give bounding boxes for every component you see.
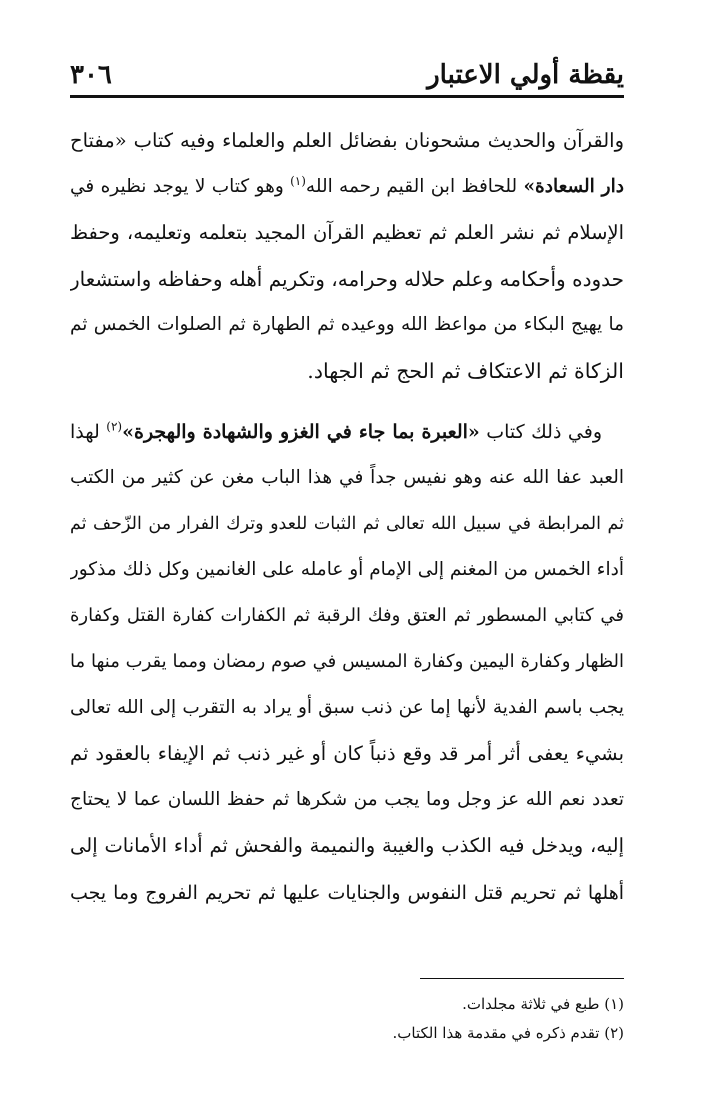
header-title: يقظة أولي الاعتبار — [427, 60, 624, 90]
footnote-ref: (١) — [290, 173, 306, 188]
paragraph-gap — [70, 395, 624, 409]
text-line: إليه، ويدخل فيه الكذب والغيبة والنميمة والفحش ثم أداء الأمانات إلى — [70, 834, 624, 858]
footnote-ref: (٢) — [106, 419, 123, 434]
text-segment: وهو كتاب لا يوجد نظيره في — [70, 176, 284, 198]
text-segment: للحافظ ابن القيم رحمه الله — [305, 176, 524, 198]
text-segment: لهذا — [70, 420, 107, 443]
text-line: العبد عفا الله عنه وهو نفيس جداً في هذا الباب مغن عن كثير من الكتب — [70, 466, 624, 488]
text-line: الظهار وكفارة اليمين وكفارة المسيس في صوم رمضان ومما يقرب منها ما — [70, 651, 624, 673]
text-line: والقرآن والحديث مشحونان بفضائل العلم والعلماء وفيه كتاب «مفتاح — [70, 129, 624, 152]
text-line: بشيء يعفى أثر أمر قد وقع ذنباً كان أو غير ذنب ثم الإيفاء بالعقود ثم — [70, 742, 624, 766]
text-line: ما يهيج البكاء من مواعظ الله ووعيده ثم الطهارة ثم الصلوات الخمس ثم — [70, 314, 624, 336]
text-line — [70, 164, 624, 210]
main-text — [70, 118, 624, 948]
footnotes — [70, 990, 624, 1048]
footnote-1: (١) طبع في ثلاثة مجلدات. — [462, 995, 624, 1013]
page-number: ٣٠٦ — [70, 60, 112, 90]
text-line: الزكاة ثم الاعتكاف ثم الحج ثم الجهاد. — [307, 359, 624, 384]
text-line: الإسلام ثم نشر العلم ثم تعظيم القرآن المجيد بتعلمه وتعليمه، وحفظ — [70, 221, 624, 245]
book-title-ref: «العبرة بما جاء في الغزو والشهادة والهجرة» — [122, 420, 480, 443]
footnote-2: (٢) تقدم ذكره في مقدمة هذا الكتاب. — [392, 1024, 624, 1042]
text-segment: وفي ذلك كتاب — [479, 420, 602, 443]
text-line: حدوده وأحكامه وعلم حلاله وحرامه، وتكريم أهله وحفاظه واستشعار — [70, 267, 624, 292]
text-line: أداء الخمس من المغنم إلى الإمام أو عامله على الغانمين وكل ذلك مذكور — [70, 558, 624, 580]
text-line: تعدد نعم الله عز وجل وما يجب من شكرها ثم حفظ اللسان عما لا يحتاج — [70, 789, 624, 811]
text-line: أهلها ثم تحريم قتل النفوس والجنايات عليها ثم تحريم الفروج وما يجب — [70, 881, 624, 904]
text-line — [70, 409, 624, 455]
book-title-ref: دار السعادة» — [523, 176, 624, 198]
text-line: في كتابي المسطور ثم العتق وفك الرقبة ثم الكفارات كفارة القتل وكفارة — [70, 604, 624, 626]
header-rule — [70, 95, 624, 98]
text-line: ثم المرابطة في سبيل الله تعالى ثم الثبات للعدو وترك الفرار من الزّحف ثم — [70, 513, 624, 534]
text-line: يجب باسم الفدية لأنها إما عن ذنب سبق أو يراد به التقرب إلى الله تعالى — [70, 697, 624, 719]
running-header — [70, 50, 624, 92]
footnote-rule — [420, 978, 624, 979]
